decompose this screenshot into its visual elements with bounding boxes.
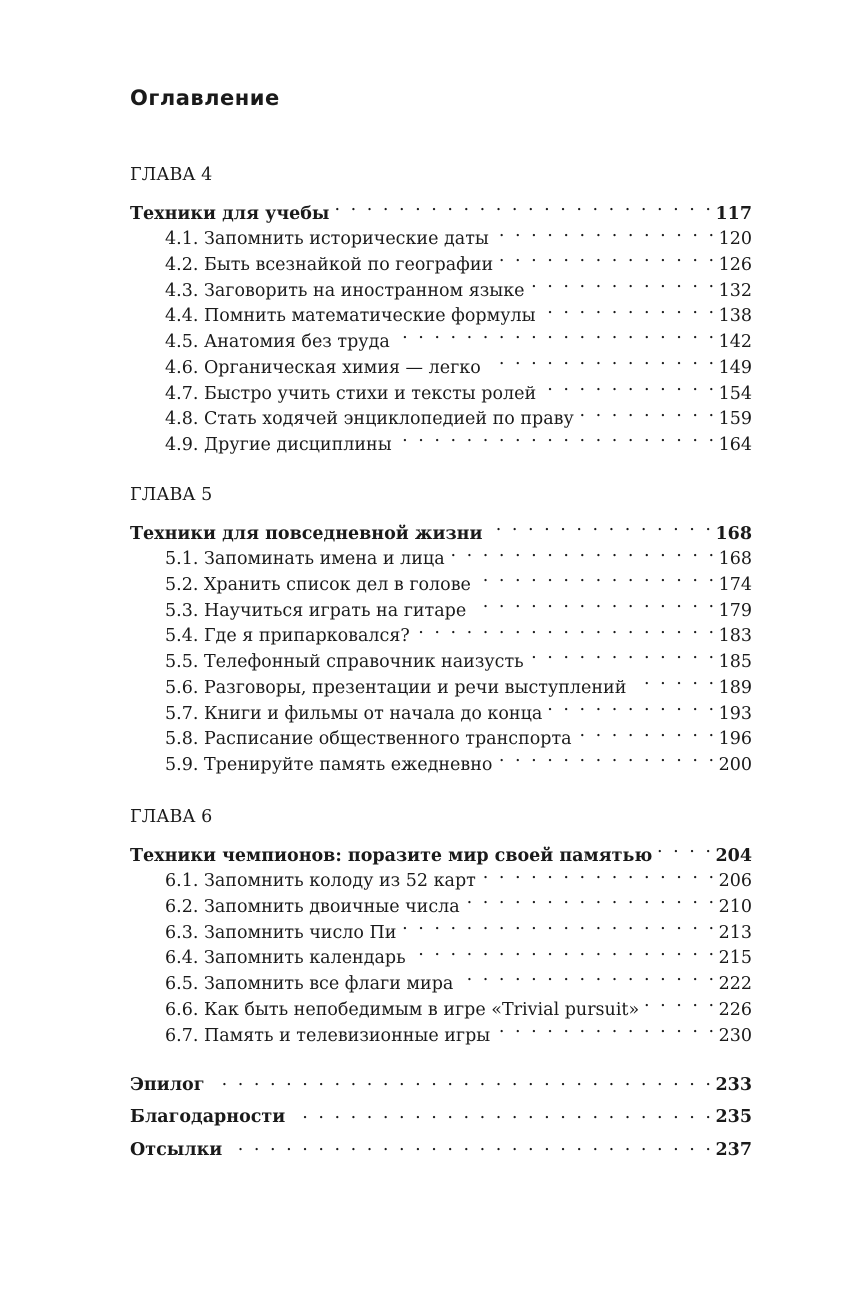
toc-entry-title: Техники для повседневной жизни [130, 523, 483, 544]
toc-page-number: 149 [718, 357, 752, 378]
chapter-4-section [130, 162, 752, 455]
toc-page-number: 174 [718, 575, 752, 596]
toc-page-number: 132 [718, 280, 752, 301]
toc-chapter-heading[interactable] [130, 513, 752, 544]
dot-leader [645, 989, 716, 1015]
toc-page-number: 206 [718, 871, 752, 892]
toc-entry-title: Отсылки [130, 1139, 223, 1160]
toc-entry-title: 5.6. Разговоры, презентации и речи выступлений [165, 677, 627, 698]
toc-entry-title: 4.3. Заговорить на иностранном языке [165, 280, 525, 301]
toc-page-number: 164 [718, 434, 752, 455]
toc-page-number: 117 [715, 203, 752, 224]
toc-page-number: 226 [718, 999, 752, 1020]
dot-leader [335, 193, 713, 219]
dot-leader [658, 835, 713, 861]
dot-leader [482, 861, 717, 887]
toc-entry-title: Техники для учебы [130, 203, 330, 224]
toc-back-matter-item[interactable] [130, 1129, 752, 1162]
toc-page-number: 233 [715, 1074, 752, 1095]
toc-entry-title: 6.5. Запомнить все флаги мира [165, 974, 454, 995]
chapter-label: ГЛАВА 5 [130, 485, 213, 505]
chapter-6-section [130, 804, 752, 1046]
toc-entry-title: 5.1. Запоминать имена и лица [165, 549, 445, 570]
toc-page-number: 189 [718, 677, 752, 698]
toc-chapter-heading[interactable] [130, 835, 752, 866]
toc-chapter-heading[interactable] [130, 193, 752, 224]
dot-leader [499, 244, 716, 270]
dot-leader [466, 886, 717, 912]
dot-leader [228, 1129, 713, 1155]
toc-back-matter-item[interactable] [130, 1064, 752, 1097]
dot-leader [531, 270, 717, 296]
dot-leader [495, 219, 717, 245]
toc-page-number: 210 [718, 897, 752, 918]
dot-leader [487, 347, 717, 373]
dot-leader [416, 616, 717, 642]
toc-entry-title: 5.9. Тренируйте память ежедневно [165, 754, 493, 775]
toc-page-number: 168 [715, 523, 752, 544]
toc-entry-title: Техники чемпионов: поразите мир своей памятью [130, 845, 653, 866]
toc-page-number: 120 [718, 229, 752, 250]
toc-entry-title: 5.7. Книги и фильмы от начала до конца [165, 703, 543, 724]
toc-entry-title: 4.2. Быть всезнайкой по географии [165, 255, 494, 276]
toc-page-number: 222 [718, 974, 752, 995]
dot-leader [402, 912, 716, 938]
toc-page-number: 154 [718, 383, 752, 404]
toc-entry-title: 5.2. Хранить список дел в голове [165, 575, 471, 596]
toc-entry-title: 5.3. Научиться играть на гитаре [165, 600, 467, 621]
dot-leader [580, 399, 717, 425]
dot-leader [632, 667, 716, 693]
toc-entry-title: Эпилог [130, 1074, 205, 1095]
dot-leader [542, 373, 716, 399]
dot-leader [451, 539, 717, 565]
toc-page-number: 235 [715, 1107, 752, 1128]
dot-leader [472, 590, 716, 616]
toc-entry-title: 6.7. Память и телевизионные игры [165, 1025, 491, 1046]
dot-leader [291, 1097, 713, 1123]
chapter-5-section [130, 482, 752, 775]
toc-entry-title: 4.7. Быстро учить стихи и тексты ролей [165, 383, 537, 404]
dot-leader [548, 693, 716, 719]
toc-page-number: 185 [718, 652, 752, 673]
toc-page-number: 168 [718, 549, 752, 570]
toc-entry-title: 5.4. Где я припарковался? [165, 626, 410, 647]
chapter-label: ГЛАВА 4 [130, 165, 213, 185]
dot-leader [498, 744, 716, 770]
toc-entry-title: 4.1. Запомнить исторические даты [165, 229, 489, 250]
dot-leader [412, 938, 717, 964]
toc-page-number: 215 [718, 948, 752, 969]
dot-leader [477, 564, 717, 590]
toc-entry-title: 4.8. Стать ходячей энциклопедией по праву [165, 409, 574, 430]
toc-page-number: 142 [718, 332, 752, 353]
dot-leader [488, 513, 713, 539]
toc-entry-title: 4.4. Помнить математические формулы [165, 306, 536, 327]
toc-page-number: 213 [718, 922, 752, 943]
toc-page-number: 196 [718, 729, 752, 750]
toc-page-number: 183 [718, 626, 752, 647]
toc-page-number: 179 [718, 600, 752, 621]
dot-leader [530, 641, 717, 667]
toc-page-number: 193 [718, 703, 752, 724]
toc-entry-title: Благодарности [130, 1107, 286, 1128]
toc-entry-title: 5.8. Расписание общественного транспорта [165, 729, 572, 750]
toc-page-number: 138 [718, 306, 752, 327]
page-title: Оглавление [130, 86, 280, 110]
toc-entry-title: 6.6. Как быть непобедимым в игре «Trivial pursuit» [165, 999, 640, 1020]
toc-entry-title: 6.2. Запомнить двоичные числа [165, 897, 460, 918]
dot-leader [496, 1015, 716, 1041]
toc-back-matter-item[interactable] [130, 1097, 752, 1130]
toc-page-number: 126 [718, 255, 752, 276]
toc-entry-title: 4.5. Анатомия без труда [165, 332, 390, 353]
dot-leader [542, 296, 717, 322]
dot-leader [396, 321, 717, 347]
dot-leader [210, 1064, 713, 1090]
toc-entry-title: 6.3. Запомнить число Пи [165, 922, 397, 943]
dot-leader [459, 963, 716, 989]
chapter-label: ГЛАВА 6 [130, 807, 213, 827]
dot-leader [398, 424, 717, 450]
toc-entry-title: 6.4. Запомнить календарь [165, 948, 406, 969]
toc-page-number: 159 [718, 409, 752, 430]
back-matter-section [130, 1064, 752, 1162]
toc-entry-title: 4.9. Другие дисциплины [165, 434, 392, 455]
toc-entry-title: 4.6. Органическая химия — легко [165, 357, 481, 378]
toc-entry-title: 5.5. Телефонный справочник наизусть [165, 652, 524, 673]
dot-leader [578, 719, 717, 745]
toc-page-number: 237 [715, 1139, 752, 1160]
toc-page-number: 230 [718, 1025, 752, 1046]
toc-entry-title: 6.1. Запомнить колоду из 52 карт [165, 871, 476, 892]
toc-page-number: 204 [715, 845, 752, 866]
toc-page-number: 200 [718, 754, 752, 775]
